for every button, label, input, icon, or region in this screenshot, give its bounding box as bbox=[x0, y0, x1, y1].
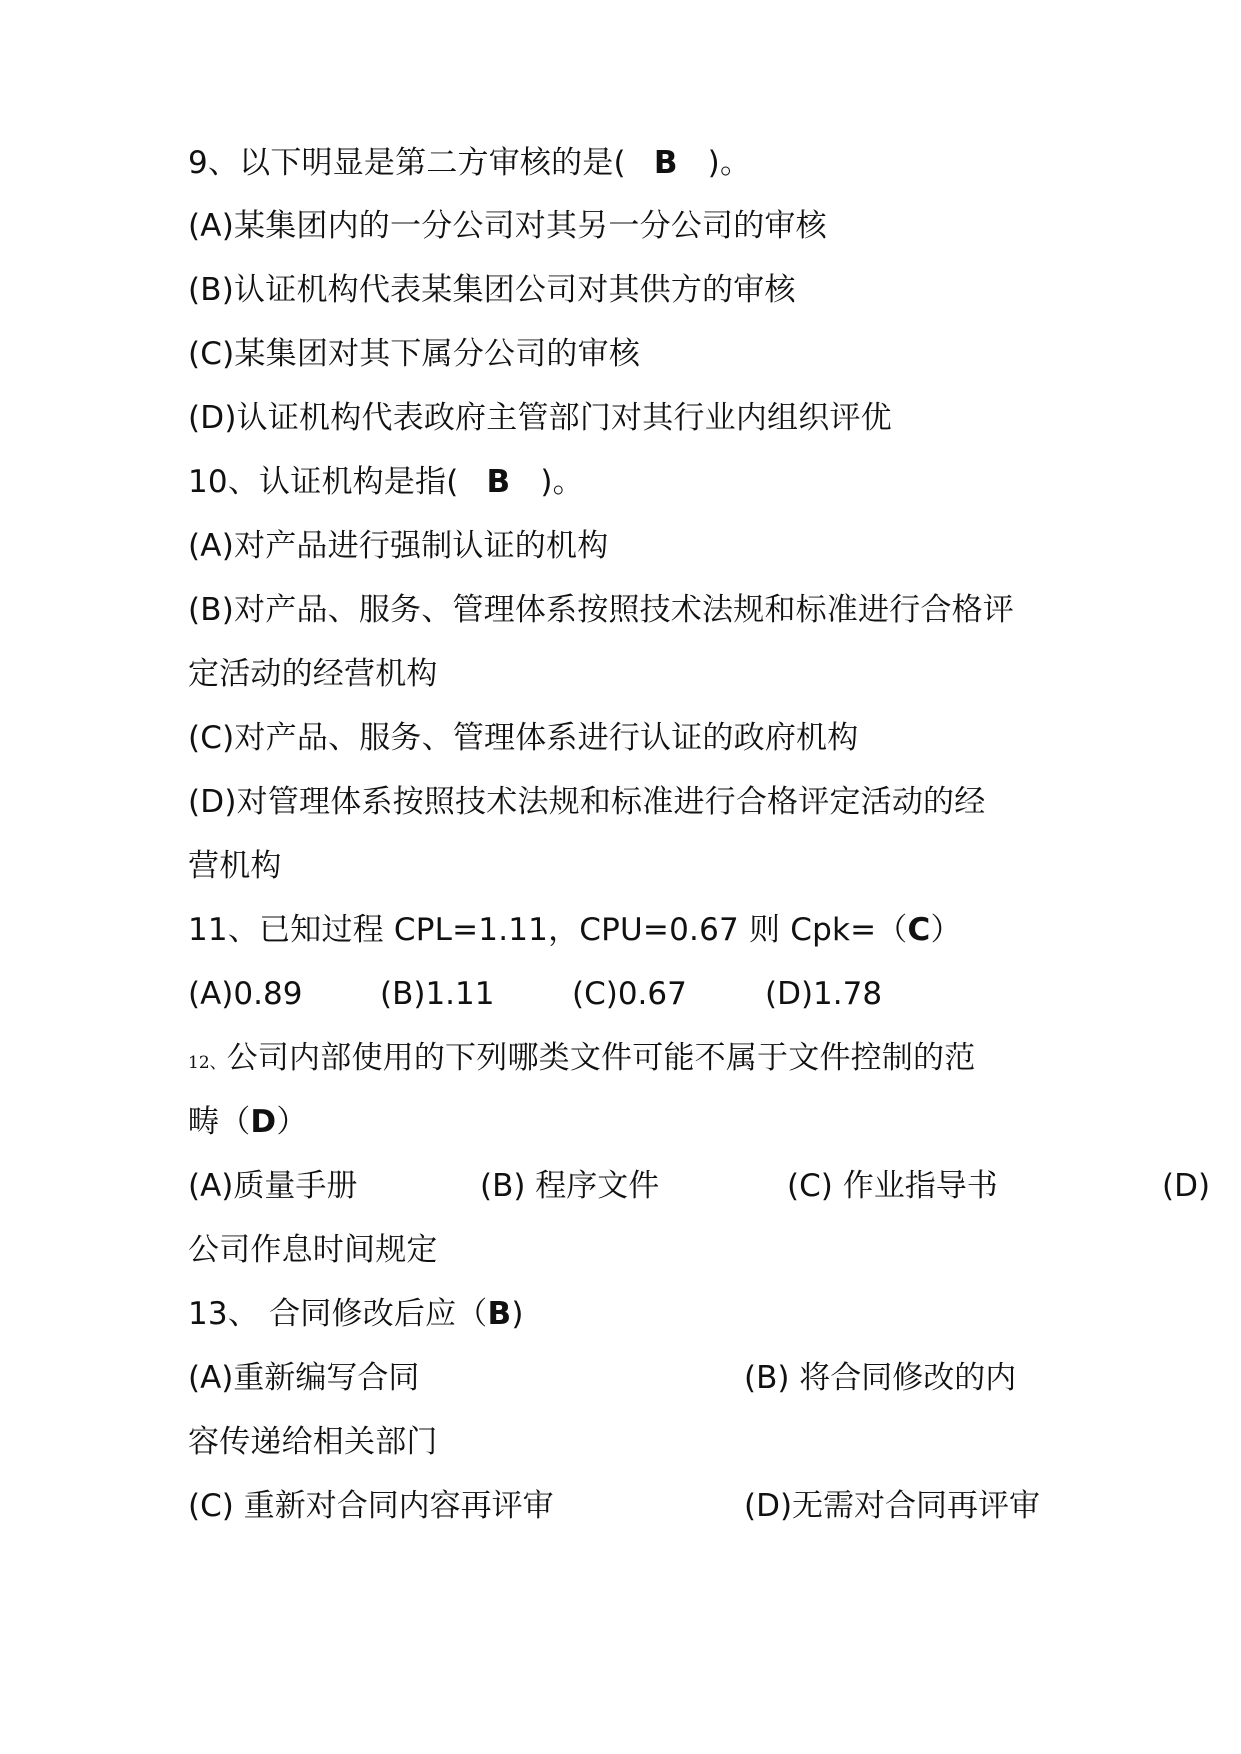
question-11-answer: C bbox=[907, 912, 931, 948]
question-10-answer: B bbox=[486, 464, 511, 500]
question-13-prefix: 13、 合同修改后应（ bbox=[188, 1296, 488, 1332]
question-10-option-b-line2: 定活动的经营机构 bbox=[188, 656, 438, 692]
question-11-option-b: (B)1.11 bbox=[380, 976, 495, 1012]
question-13-option-a: (A)重新编写合同 bbox=[188, 1360, 420, 1396]
question-11-option-c: (C)0.67 bbox=[572, 976, 687, 1012]
question-13-suffix: ) bbox=[511, 1296, 524, 1332]
question-13-option-b-line1: (B) 将合同修改的内 bbox=[744, 1360, 1017, 1396]
question-9-stem bbox=[188, 141, 751, 185]
question-12-stem-line2 bbox=[188, 1100, 308, 1144]
question-9-option-c: (C)某集团对其下属分公司的审核 bbox=[188, 336, 641, 372]
question-12-prefix: 畴（ bbox=[188, 1104, 251, 1140]
question-12-stem-line1 bbox=[188, 1036, 975, 1080]
question-12-suffix: ） bbox=[276, 1104, 308, 1140]
question-12-answer: D bbox=[250, 1104, 277, 1140]
question-10-stem bbox=[188, 460, 584, 504]
question-12-option-c: (C) 作业指导书 bbox=[787, 1168, 998, 1204]
question-11-option-a: (A)0.89 bbox=[188, 976, 303, 1012]
question-13-option-d: (D)无需对合同再评审 bbox=[744, 1488, 1041, 1524]
question-12-number: 12、 bbox=[188, 1053, 227, 1073]
question-11-stem bbox=[188, 908, 962, 952]
question-10-option-b-line1: (B)对产品、服务、管理体系按照技术法规和标准进行合格评 bbox=[188, 592, 1015, 628]
question-13-option-c: (C) 重新对合同内容再评审 bbox=[188, 1488, 554, 1524]
question-10-option-a: (A)对产品进行强制认证的机构 bbox=[188, 528, 609, 564]
question-11-option-d: (D)1.78 bbox=[765, 976, 883, 1012]
question-11-prefix: 11、已知过程 CPL=1.11，CPU=0.67 则 Cpk=（ bbox=[188, 912, 908, 948]
question-9-suffix: )。 bbox=[707, 145, 752, 181]
question-9-prefix: 9、以下明显是第二方审核的是( bbox=[188, 145, 626, 181]
question-12-option-d-cont: 公司作息时间规定 bbox=[188, 1232, 438, 1268]
question-13-answer: B bbox=[487, 1296, 512, 1332]
question-9-option-d: (D)认证机构代表政府主管部门对其行业内组织评优 bbox=[188, 400, 892, 436]
question-9-option-a: (A)某集团内的一分公司对其另一分公司的审核 bbox=[188, 208, 827, 244]
question-12-option-a: (A)质量手册 bbox=[188, 1168, 358, 1204]
question-10-option-c: (C)对产品、服务、管理体系进行认证的政府机构 bbox=[188, 720, 859, 756]
question-10-option-d-line2: 营机构 bbox=[188, 848, 282, 884]
question-12-text-line1: 公司内部使用的下列哪类文件可能不属于文件控制的范 bbox=[226, 1040, 976, 1076]
question-11-suffix: ） bbox=[930, 912, 962, 948]
question-9-answer: B bbox=[653, 145, 678, 181]
question-10-prefix: 10、认证机构是指( bbox=[188, 464, 459, 500]
question-12-option-d: (D) bbox=[1162, 1168, 1211, 1204]
question-9-option-b: (B)认证机构代表某集团公司对其供方的审核 bbox=[188, 272, 796, 308]
question-10-suffix: )。 bbox=[540, 464, 584, 500]
question-12-option-b: (B) 程序文件 bbox=[480, 1168, 660, 1204]
question-13-option-b-line2: 容传递给相关部门 bbox=[188, 1424, 438, 1460]
question-13-stem bbox=[188, 1292, 524, 1336]
question-10-option-d-line1: (D)对管理体系按照技术法规和标准进行合格评定活动的经 bbox=[188, 784, 986, 820]
